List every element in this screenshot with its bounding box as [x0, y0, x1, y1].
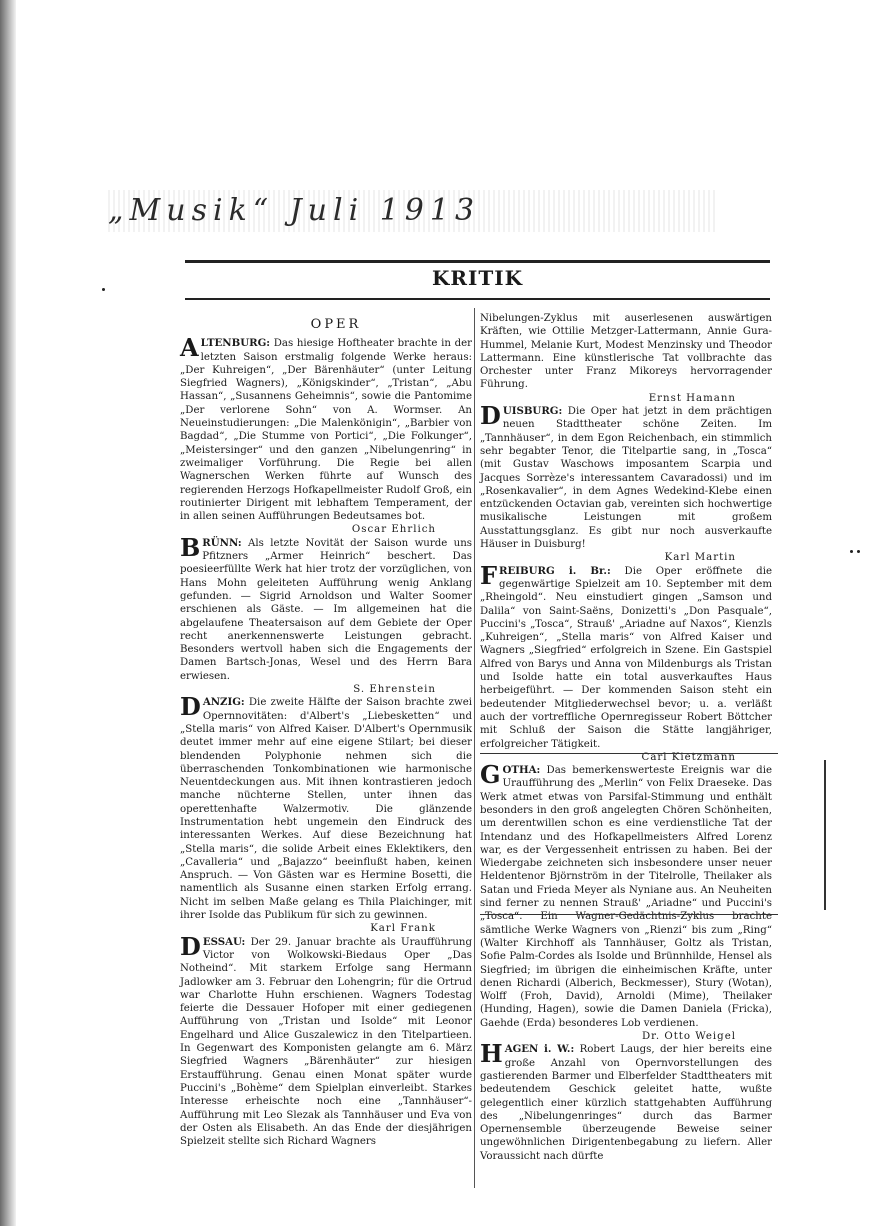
- review-entry: [480, 760, 772, 1043]
- review-body: Das hiesige Hoftheater brachte in der letzten Saison erstmalig folgende Werke heraus: „Der Kuhreigen“, „Der Bärenhäuter“ (unter Leitung Siegfried Wagners), „Königskinder“, „Tristan“, „Abu Hassan“, „Susannens Geheimnis“, sowie die Pantomime „Der verlorene Sohn“ von A. Wormser. An Neueinstudierungen: „Die Malenkönigin“, „Barbier von Bagdad“, „Die Stumme von Portici“, „Die Folkunger“, „Meistersinger“ und den ganzen „Nibelungenring“ in zweimaliger Vorführung. Die Regie bei allen Wagnerschen Werken führte auf Wunsch des regierenden Herzogs Hofkapellmeister Rudolf Groß, ein routinierter Dirigent mit lebhaftem Temperament, der in allen seinen Aufführungen Bedeutsames bot.: [180, 338, 472, 523]
- drop-cap: D: [480, 401, 501, 431]
- review-body: Robert Laugs, der hier bereits eine große Anzahl von Opernvorstellungen des gastierenden Barmer und Elberfelder Stadttheaters mit bedeutendem Geschick geleitet hatte, wußte gelegentlich einer kürzlich stattgehabten Aufführung des „Nibelungenringes“ durch das Barmer Opernensemble überzeugende Beweise seiner ungewöhnlichen Dirigentenbegabung zu liefern. Aller Voraussicht nach dürfte: [480, 1044, 772, 1162]
- review-entry: [180, 532, 472, 697]
- review-text: [480, 312, 772, 392]
- left-entries: [180, 333, 472, 1148]
- handwritten-note: „Musik“ Juli 1913: [108, 190, 718, 232]
- review-entry: [180, 692, 472, 935]
- review-body: Die Oper eröffnete die gegenwärtige Spielzeit am 10. September mit dem „Rheingold“. Neu einstudiert gingen „Samson und Dalila“ von Saint-Saëns, Donizetti's „Don Pasquale“, Puccini's „Tosca“, Strauß' „Ariadne auf Naxos“, Kienzls „Kuhreigen“, „Stella maris“ von Alfred Kaiser und Wagners „Siegfried“ erfolgreich in Szene. Ein Gastspiel Alfred von Barys und Anna von Mildenburgs als Tristan und Isolde hatte ein total ausverkauftes Haus herbeigeführt. — Der kommenden Saison steht ein bedeutender Mitgliederwechsel bevor; u. a. verläßt auch der vortreffliche Opernregisseur Robert Böttcher mit Schluß der Saison die Stätte langjähriger, erfolgreicher Tätigkeit.: [480, 565, 772, 750]
- review-body: Das bemerkenswerteste Ereignis war die Uraufführung des „Merlin“ von Felix Draeseke. Das Werk atmet etwas von Parsifal-Stimmung und enthält besonders in den groß angelegten Chören Schönheiten, um derentwillen schon es eine verdienstliche Tat der Intendanz und des Hofkapellmeisters Alfred Lorenz war, es der Vergessenheit entrissen zu haben. Bei der Wiedergabe zeichneten sich insbesondere unser neuer Heldentenor Björnström in der Titelrolle, Theilaker als Satan und Frieda Meyer als Nyniane aus. An Neuheiten sind ferner zu nennen Strauß' „Ariadne“ und Puccini's „Tosca“. Ein Wagner-Gedächtnis-Zyklus brachte sämtliche Werke Wagners von „Rienzi“ bis zum „Ring“ (Walter Kirchhoff als Tannhäuser, Goltz als Tristan, Sofie Palm-Cordes als Isolde und Brünnhilde, Hensel als Siegfried; im übrigen die einheimischen Kräfte, unter denen Richardi (Alberich, Beckmesser), Stury (Wotan), Wolff (Froh, David), Arnoldi (Mime), Theilaker (Hunding, Hagen), sowie die Damen Daniela (Fricka), Gaehde (Erda) besonderes Lob verdienen.: [480, 765, 772, 1029]
- reviewer-signature: Karl Frank: [370, 923, 436, 935]
- header-rule-bottom: [185, 298, 770, 300]
- review-body: Nibelungen-Zyklus mit auserlesenen auswärtigen Kräften, wie Ottilie Metzger-Lattermann, Annie Gura-Hummel, Melanie Kurt, Modest Menzinsky und Theodor Lattermann. Eine künstlerische Tat vollbrachte das Orchester unter Franz Mikoreys hervorragender Führung.: [480, 313, 772, 391]
- drop-cap: D: [180, 692, 201, 722]
- drop-cap: G: [480, 760, 501, 790]
- review-body: Als letzte Novität der Saison wurde uns Pfitzners „Armer Heinrich“ beschert. Das poesieerfüllte Werk hat hier trotz der vorzüglichen, von Hans Mohn geleiteten Aufführung wenig Anklang gefunden. — Sigrid Arnoldson und Walter Soomer erschienen als Gäste. — Im allgemeinen hat die abgelaufene Theatersaison auf dem Gebiete der Oper recht anerkennenswerte Leistungen gebracht. Besonders wertvoll haben sich die Engagements der Damen Bartsch-Jonas, Wesel und des Herrn Bara erwiesen.: [180, 537, 472, 682]
- page-title: KRITIK: [432, 266, 523, 290]
- review-entry: [180, 931, 472, 1149]
- reviewer-signature: S. Ehrenstein: [353, 684, 436, 696]
- city-name: UISBURG:: [502, 405, 563, 418]
- review-entry: [480, 1039, 772, 1163]
- review-text: [180, 692, 472, 922]
- review-text: [180, 931, 472, 1149]
- review-entry: [180, 333, 472, 536]
- review-text: [480, 560, 772, 751]
- right-entries: [480, 312, 772, 1163]
- column-divider: [474, 308, 475, 1188]
- city-name: OTHA:: [502, 764, 541, 777]
- review-body: Die zweite Hälfte der Saison brachte zwei Opernnovitäten: d'Albert's „Liebesketten“ und „Stella maris“ von Alfred Kaiser. D'Albert's Opernmusik deutet immer mehr auf eine eigene Stilart; bei dieser blendenden Polyphonie nehmen sich die überraschenden Tonkombinationen wie harmonische Neuentdeckungen aus. Mit ihnen kontrastieren jedoch manche nüchterne Stellen, unter ihnen das operettenhafte Walzermotiv. Die glänzende Instrumentation hebt ungemein den Eindruck des interessanten Werkes. Auf diese Bezeichnung hat „Stella maris“, die solide Arbeit eines Eklektikers, den „Cavalleria“ und „Bajazzo“ beeinflußt haben, keinen Anspruch. — Von Gästen war es Hermine Bosetti, die namentlich als Susanne einen starken Erfolg errang. Nicht im selben Maße gelang es Thila Plaichinger, mit ihrer Isolde das Publikum für sich zu gewinnen.: [180, 697, 472, 922]
- reviewer-signature: Ernst Hamann: [648, 392, 736, 404]
- header-rule-top: [185, 260, 770, 263]
- review-text: [480, 760, 772, 1030]
- margin-line: [824, 760, 826, 910]
- reviewer-signature: Dr. Otto Weigel: [641, 1031, 736, 1043]
- margin-mark: [857, 550, 860, 553]
- city-name: LTENBURG:: [200, 337, 271, 350]
- review-body: Der 29. Januar brachte als Uraufführung Victor von Wolkowski-Biedaus Oper „Das Notheind“. Mit starkem Erfolge sang Hermann Jadlowker am 3. Februar den Lohengrin; für die Ortrud war Charlotte Huhn erschienen. Wagners Todestag feierte die Dessauer Hofoper mit einer gediegenen Aufführung von „Tristan und Isolde“ mit Leonor Engelhard und Alice Guszalewicz in den Titelpartieen. In Gegenwart des Komponisten gelangte am 6. März Siegfried Wagners „Bärenhäuter“ zur hiesigen Erstaufführung. Genau einen Monat später wurde Puccini's „Bohème“ dem Spielplan einverleibt. Starkes Interesse erheischte noch eine „Tannhäuser“-Aufführung mit Leo Slezak als Tannhäuser und Eva von der Osten als Elisabeth. An das Ende der diesjährigen Spielzeit stellte sich Richard Wagners: [180, 936, 472, 1148]
- drop-cap: H: [480, 1039, 503, 1069]
- reviewer-signature: Oscar Ehrlich: [351, 524, 436, 536]
- left-column: [180, 308, 472, 1148]
- margin-mark: [850, 550, 853, 553]
- review-entry: [480, 560, 772, 764]
- margin-mark: [102, 288, 105, 291]
- drop-cap: A: [180, 333, 199, 363]
- city-name: ANZIG:: [202, 696, 245, 709]
- review-body: Die Oper hat jetzt in dem prächtigen neuen Stadttheater schöne Zeiten. Im „Tannhäuser“, in dem Egon Reichenbach, ein stimmlich sehr begabter Tenor, die Titelpartie sang, in „Tosca“ (mit Gustav Waschows imposantem Scarpia und Jacques Sorrèze's interessantem Cavaradossi) und im „Rosenkavalier“, in dem Agnes Wedekind-Klebe einen entzückenden Octavian gab, vereinten sich hochwertige musikalische Leistungen mit großem Ausstattungsglanz. Es gibt nur noch ausverkaufte Häuser in Duisburg!: [480, 406, 772, 551]
- review-entry: [480, 401, 772, 565]
- reviewer-signature: Karl Martin: [664, 552, 736, 564]
- reviewer-signature: Carl Kietzmann: [641, 751, 736, 763]
- drop-cap: D: [180, 931, 201, 961]
- drop-cap: F: [480, 560, 498, 590]
- review-text: [180, 333, 472, 523]
- drop-cap: B: [180, 532, 201, 562]
- city-name: RÜNN:: [202, 536, 242, 549]
- scan-edge: [0, 0, 16, 1226]
- city-name: ESSAU:: [202, 935, 246, 948]
- city-name: AGEN i. W.:: [504, 1043, 575, 1056]
- section-title: OPER: [310, 317, 362, 332]
- review-entry: [480, 312, 772, 405]
- review-text: [480, 401, 772, 551]
- review-text: [480, 1039, 772, 1163]
- right-column: [480, 312, 772, 1163]
- city-name: REIBURG i. Br.:: [499, 564, 611, 577]
- review-text: [180, 532, 472, 683]
